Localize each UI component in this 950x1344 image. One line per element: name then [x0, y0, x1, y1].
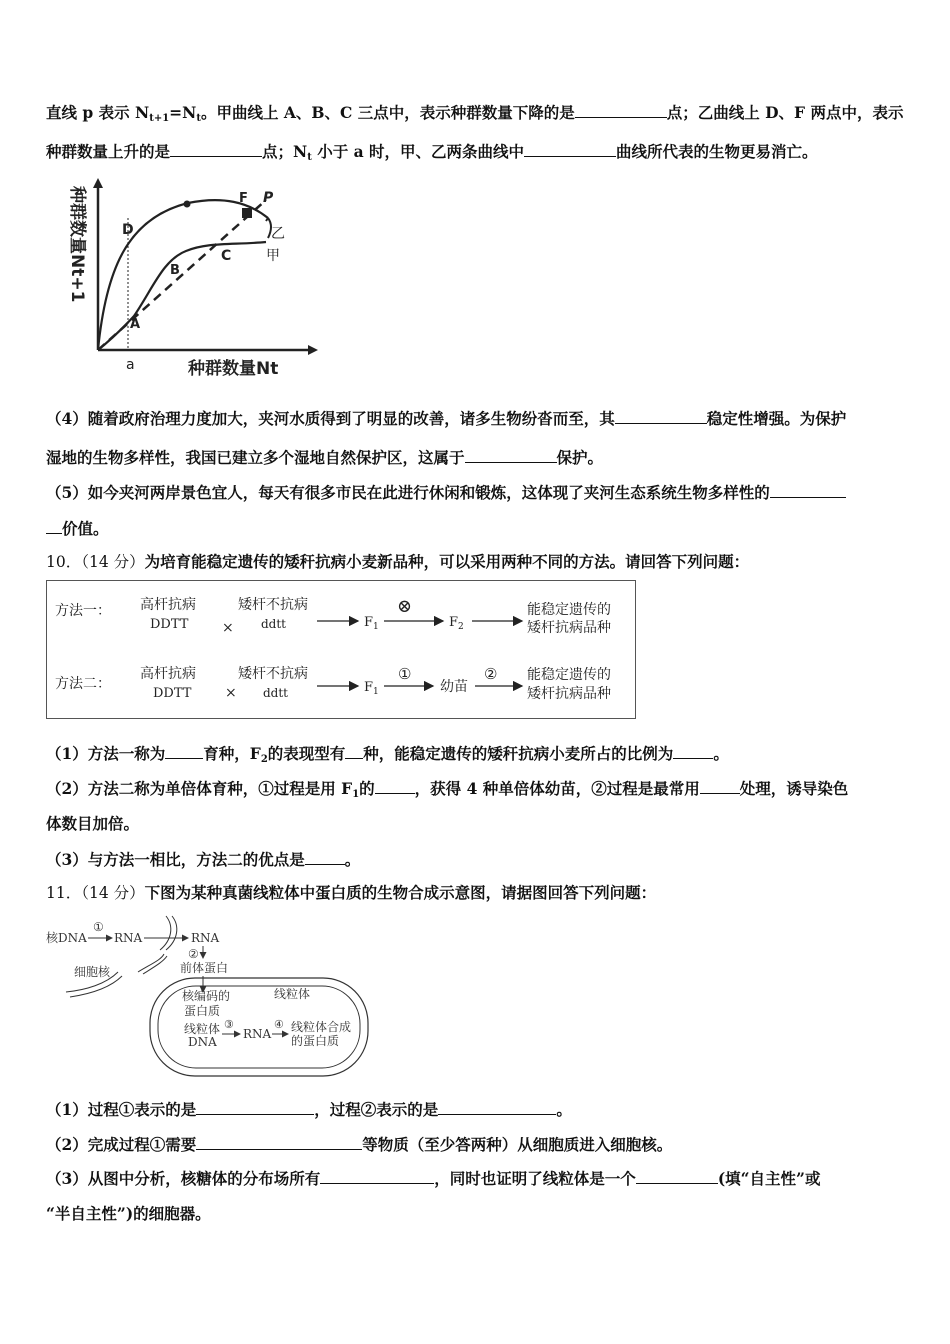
step2-label: ②	[484, 665, 498, 683]
text: 稳定性增强。为保护	[706, 409, 847, 428]
text: 价值。	[62, 519, 109, 538]
mitochondria-diagram	[46, 912, 376, 1082]
q10-2	[46, 777, 848, 805]
question-number: 11．（14 分）	[46, 884, 145, 902]
text: （2）方法二称为单倍体育种，①过程是用 F	[46, 779, 353, 798]
method2-label: 方法二：	[55, 676, 111, 692]
text: （5）如今夹河两岸景色宜人，每天有很多市民在此进行休闲和锻炼，这体现了夹河生态系统生物多样性的	[46, 483, 770, 502]
seedling-label: 幼苗	[440, 679, 468, 695]
answer-blank[interactable]	[46, 517, 62, 534]
nucleus-label: 细胞核	[74, 965, 111, 979]
x-axis-label: 种群数量Nt	[188, 359, 279, 379]
answer-blank[interactable]	[438, 1098, 556, 1115]
rna-label: RNA	[114, 931, 143, 945]
parent1-name: 高杆抗病	[140, 597, 196, 613]
text: 种，能稳定遗传的矮秆抗病小麦所占的比例为	[363, 744, 674, 763]
text: （3）与方法一相比，方法二的优点是	[46, 850, 305, 869]
curve-yi-label: 乙	[271, 226, 285, 242]
step1-label: ①	[398, 665, 412, 683]
text: 下图为某种真菌线粒体中蛋白质的生物合成示意图，请据图回答下列问题：	[144, 883, 657, 902]
text: 湿地的生物多样性，我国已建立多个湿地自然保护区，这属于	[46, 448, 465, 467]
subscript: t	[196, 113, 201, 124]
parent2-name: 矮杆不抗病	[238, 597, 308, 613]
y-axis-arrow	[93, 178, 103, 188]
q9-line-2	[46, 140, 818, 168]
q11-1	[46, 1098, 572, 1120]
text: =N	[169, 103, 197, 122]
q10-stem	[46, 552, 749, 572]
text: 。甲曲线上 A、B、C 三点中，表示种群数量下降的是	[200, 103, 575, 122]
q11-2	[46, 1133, 672, 1155]
text: 小于 a 时，甲、乙两条曲线中	[311, 142, 525, 161]
step1-label: ①	[93, 920, 104, 934]
text: 的表现型有	[267, 744, 346, 763]
q10-1	[46, 742, 729, 770]
a-label: a	[126, 357, 135, 373]
text: （3）从图中分析，核糖体的分布场所有	[46, 1169, 321, 1188]
text: （4）随着政府治理力度加大，夹河水质得到了明显的改善，诸多生物纷沓而至，其	[46, 409, 615, 428]
f1-label: $F_1$	[364, 680, 379, 697]
method1-label: 方法一：	[55, 603, 111, 619]
point-b-label: B	[170, 263, 180, 278]
text: 种群数量上升的是	[46, 142, 171, 161]
rna-label: RNA	[191, 931, 220, 945]
text: ，获得 4 种单倍体幼苗，②过程是最常用	[414, 779, 700, 798]
parent2-genotype: ddtt	[261, 617, 287, 631]
parent1-genotype: DDTT	[150, 617, 189, 632]
text: 曲线所代表的生物更易消亡。	[616, 142, 818, 161]
q11-3-line-2	[46, 1204, 211, 1224]
breeding-methods-box	[46, 580, 636, 719]
precursor-label: 前体蛋白	[180, 961, 229, 975]
answer-blank[interactable]	[575, 101, 667, 118]
answer-blank[interactable]	[636, 1167, 718, 1184]
mt-protein-line1: 线粒体合成	[291, 1020, 352, 1034]
answer-blank[interactable]	[170, 140, 262, 157]
cross-symbol: ×	[222, 620, 234, 636]
curve-jia	[98, 242, 266, 350]
text: ，过程②表示的是	[314, 1100, 439, 1119]
answer-blank[interactable]	[196, 1098, 314, 1115]
q11-stem	[46, 883, 656, 903]
text: 点；乙曲线上 D、F 两点中，表示	[666, 103, 904, 122]
text: 为培育能稳定遗传的矮秆抗病小麦新品种，可以采用两种不同的方法。请回答下列问题：	[144, 552, 750, 571]
text: 直线 p 表示 N	[46, 103, 150, 122]
point-marker	[242, 208, 252, 218]
q9-line-1	[46, 101, 903, 129]
answer-blank[interactable]	[165, 742, 203, 759]
answer-blank[interactable]	[305, 848, 345, 865]
q11-3	[46, 1167, 820, 1189]
parent1-name: 高杆抗病	[140, 666, 196, 682]
q9-4-line-1	[46, 407, 846, 429]
text: 。	[556, 1100, 572, 1119]
question-number: 10．（14 分）	[46, 553, 145, 571]
text: 。	[344, 850, 361, 869]
selfing-symbol: ⊗	[397, 596, 413, 617]
x-axis-arrow	[308, 345, 318, 355]
rna-label: RNA	[243, 1027, 272, 1041]
text: 点；N	[262, 142, 308, 161]
text: “半自主性”)的细胞器。	[46, 1204, 211, 1223]
nuclear-dna-label: 核DNA	[46, 931, 87, 945]
answer-blank[interactable]	[524, 140, 616, 157]
result-line1: 能稳定遗传的	[527, 602, 611, 618]
point-marker	[184, 201, 191, 208]
f2-label: $F_2$	[449, 615, 464, 632]
cross-symbol: ×	[225, 685, 237, 701]
answer-blank[interactable]	[770, 481, 846, 498]
q10-3	[46, 848, 360, 870]
point-f-label: F	[239, 191, 248, 206]
result-line2: 矮杆抗病品种	[527, 620, 611, 636]
subscript: 2	[260, 754, 268, 765]
answer-blank[interactable]	[673, 742, 713, 759]
parent1-genotype: DDTT	[153, 686, 192, 701]
answer-blank[interactable]	[320, 1167, 434, 1184]
mt-dna-line1: 线粒体	[184, 1022, 221, 1036]
answer-blank[interactable]	[700, 777, 740, 794]
text: (填“自主性”或	[717, 1169, 821, 1188]
parent2-name: 矮杆不抗病	[238, 666, 308, 682]
point-a-label: A	[130, 317, 141, 332]
text: （2）完成过程①需要	[46, 1135, 197, 1154]
text: ，同时也证明了线粒体是一个	[434, 1169, 636, 1188]
q9-5-line-2	[46, 517, 109, 539]
step4-label: ④	[274, 1018, 284, 1031]
subscript: t+1	[149, 113, 170, 124]
nuclear-envelope	[138, 954, 167, 974]
curve-jia-label: 甲	[266, 248, 280, 264]
point-c-label: C	[221, 248, 232, 264]
step3-label: ③	[224, 1018, 234, 1031]
result-line1: 能稳定遗传的	[527, 667, 611, 683]
line-p-label: P	[263, 190, 274, 206]
answer-blank[interactable]	[345, 742, 363, 759]
text: 处理，诱导染色	[739, 779, 849, 798]
text: 。	[713, 744, 729, 763]
mitochondrion-label: 线粒体	[274, 987, 311, 1001]
answer-blank[interactable]	[196, 1133, 362, 1150]
answer-blank[interactable]	[465, 446, 557, 463]
text: 体数目加倍。	[46, 814, 140, 833]
population-graph	[58, 178, 318, 383]
text: 育种，F	[203, 744, 261, 763]
subscript: 1	[352, 789, 360, 800]
text: （1）过程①表示的是	[46, 1100, 197, 1119]
q9-4-line-2	[46, 446, 603, 468]
subscript: t	[307, 152, 312, 163]
text: 的	[359, 779, 375, 798]
q10-2-line-2	[46, 814, 139, 834]
text: 等物质（至少答两种）从细胞质进入细胞核。	[362, 1135, 673, 1154]
nuclear-encoded-line2: 蛋白质	[184, 1004, 221, 1018]
point-d-label: D	[122, 222, 134, 238]
text: （1）方法一称为	[46, 744, 166, 763]
breeding-diagram	[47, 581, 635, 718]
step2-label: ②	[188, 947, 199, 961]
mt-protein-line2: 的蛋白质	[291, 1034, 340, 1048]
text: 保护。	[556, 448, 604, 467]
answer-blank[interactable]	[375, 777, 415, 794]
q9-5-line-1	[46, 481, 846, 503]
f1-label: $F_1$	[364, 615, 379, 632]
nuclear-envelope	[160, 916, 177, 950]
answer-blank[interactable]	[615, 407, 707, 424]
y-axis-label: 种群数量Nt+1	[67, 186, 87, 303]
result-line2: 矮杆抗病品种	[527, 686, 611, 702]
mt-dna-line2: DNA	[188, 1035, 217, 1049]
parent2-genotype: ddtt	[263, 686, 289, 700]
nuclear-encoded-line1: 核编码的	[182, 989, 231, 1003]
